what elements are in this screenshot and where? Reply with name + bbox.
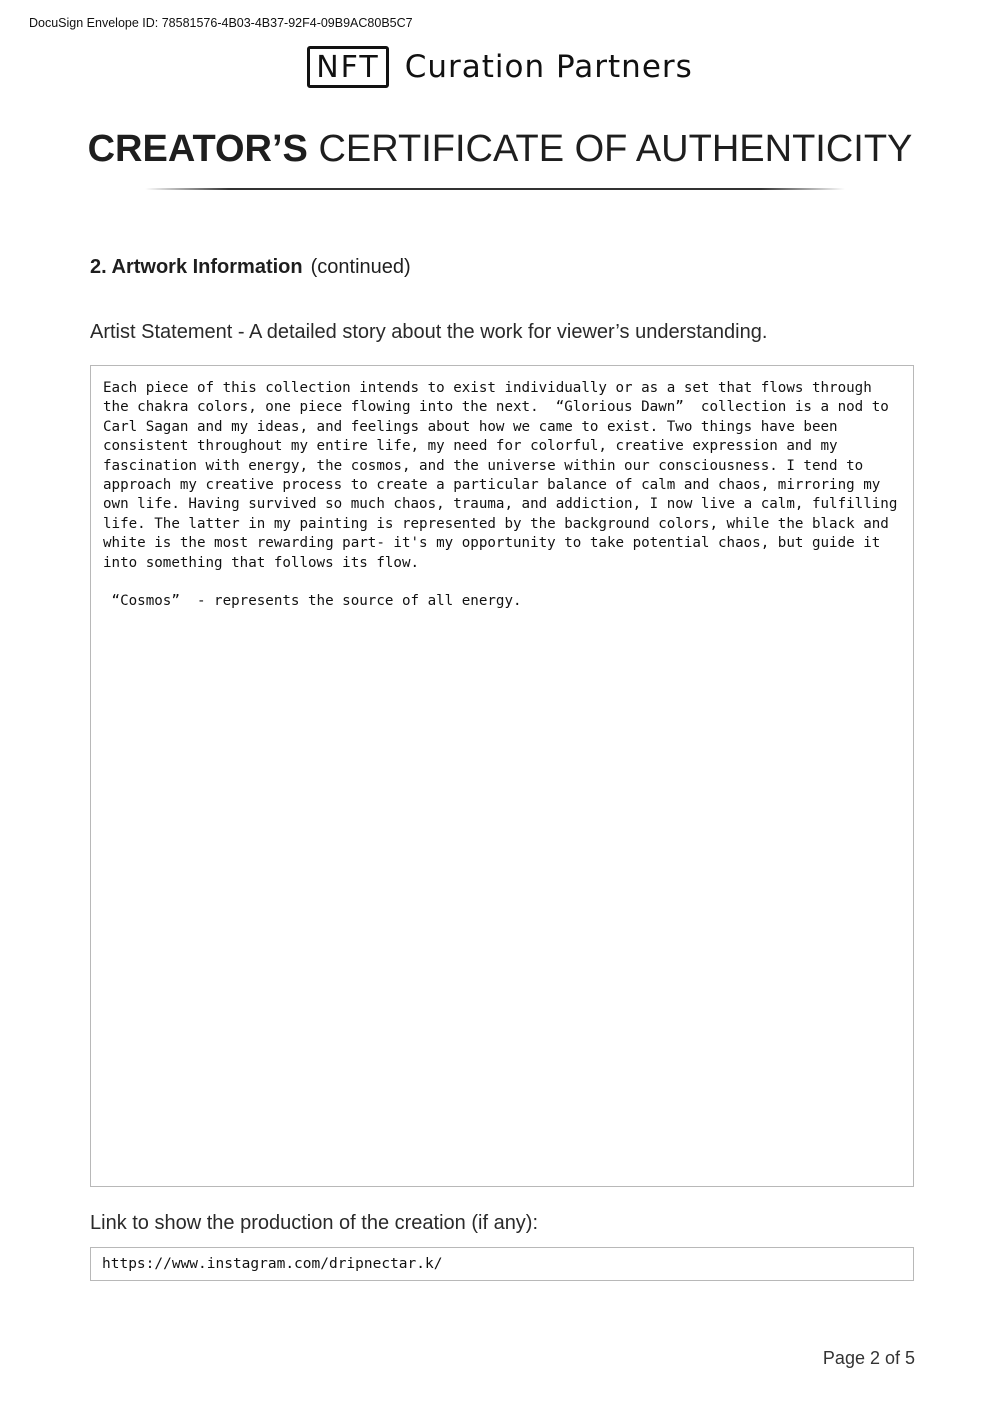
logo-text: Curation Partners [404,49,693,85]
logo [0,46,1000,88]
production-link-value: https://www.instagram.com/dripnectar.k/ [102,1256,443,1272]
title-divider [145,188,845,190]
production-link-field[interactable] [90,1247,914,1281]
docusign-envelope-id: DocuSign Envelope ID: 78581576-4B03-4B37-92F4-09B9AC80B5C7 [29,16,413,30]
production-link-label: Link to show the production of the creation (if any): [90,1212,539,1234]
page-title-bold: CREATOR’S [87,128,308,170]
section-heading [90,256,411,279]
section-heading-continued: (continued) [310,256,411,278]
logo-nft-box: NFT [307,46,389,88]
artist-statement-field[interactable]: Each piece of this collection intends to exist individually or as a set that flows through the chakra colors, one piece flowing into the next. “Glorious Dawn” collection is a nod to Carl Sagan and my ideas, and feelings about how we came to exist. Two things have been consistent throughout my entire life, my need for colorful, creative expression and my fascination with energy, the cosmos, and the universe within our consciousness. I tend to approach my creative process to create a particular balance of calm and chaos, mirroring my own life. Having survived so much chaos, trauma, and addiction, I now live a calm, fulfilling life. The latter in my painting is represented by the background colors, while the black and white is the most rewarding part- it's my opportunity to take potential chaos, but guide it into something that follows its flow. “Cosmos” - represents the source of all energy. [90,365,914,1187]
page-number: Page 2 of 5 [822,1348,915,1368]
page-title-regular: CERTIFICATE OF AUTHENTICITY [318,128,913,170]
section-heading-title: 2. Artwork Information [90,256,303,278]
page-title [0,128,1000,171]
artist-statement-label: Artist Statement - A detailed story about the work for viewer’s understanding. [90,321,768,343]
